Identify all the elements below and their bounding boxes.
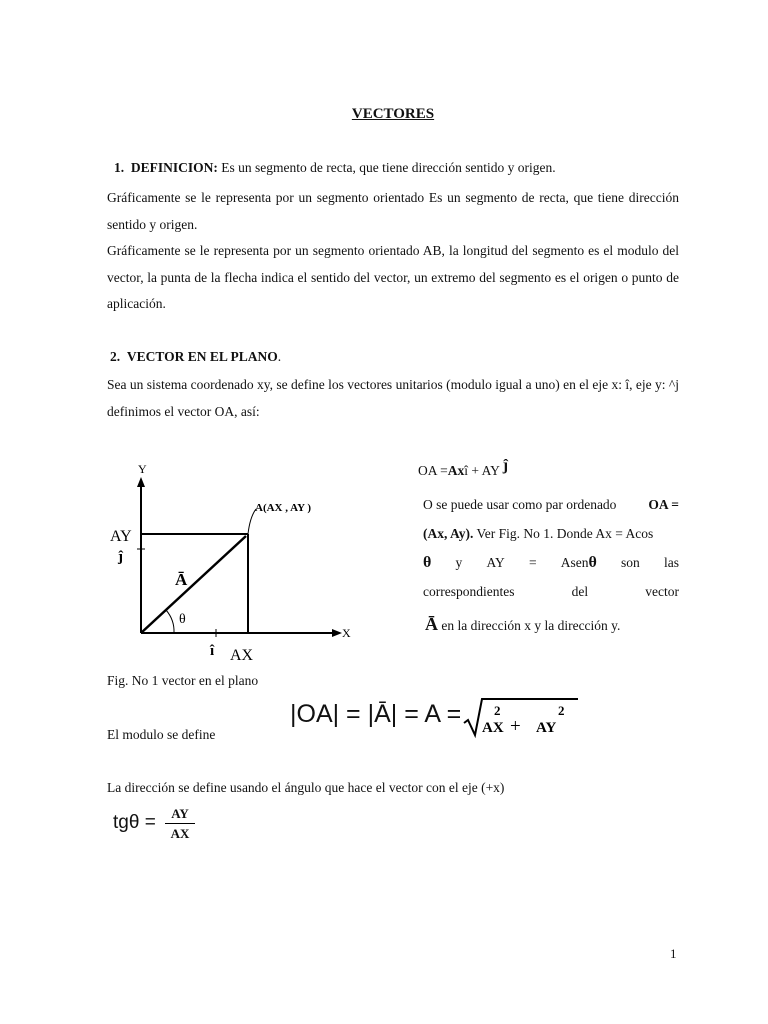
sqrt-exp-2: 2 — [558, 703, 565, 718]
pair-text-line-1 — [423, 490, 679, 519]
direccion-label: La dirección se define usando el ángulo que hace el vector con el eje (+x) — [107, 780, 505, 795]
pair-ordered: (Ax, Ay). — [423, 526, 474, 541]
pair-text-line-3 — [423, 548, 679, 577]
tg-formula-lhs: tgθ = — [113, 812, 156, 833]
tg-fraction — [165, 806, 195, 842]
ay-label: AY — [110, 528, 132, 545]
j-hat-label: ĵ — [118, 549, 123, 565]
pair-text-intro: O se puede usar como par ordenado — [423, 497, 617, 512]
sqrt-exp-1: 2 — [494, 703, 501, 718]
pair-text-rest: Ver Fig. No 1. Donde Ax = Acos — [473, 526, 654, 541]
section1-paragraph-1: Gráficamente se le representa por un segmento orientado Es un segmento de recta, que tiene dirección sentido y origen. — [107, 190, 679, 232]
eq-j: ĵ — [502, 457, 509, 474]
y-axis-arrow — [137, 477, 145, 487]
tg-denominator: AX — [170, 826, 190, 841]
direction-text: en la dirección x y la dirección y. — [438, 618, 621, 633]
theta-symbol-1: θ — [423, 554, 432, 571]
sqrt-ay: AY — [536, 720, 557, 736]
word-asen: Asen — [560, 555, 589, 570]
word-eq: = — [528, 555, 537, 570]
section2-heading: VECTOR EN EL PLANO — [126, 349, 278, 364]
word-ay: AY — [486, 555, 505, 570]
sqrt-formula — [462, 693, 582, 739]
word-las: las — [664, 555, 679, 570]
section2-number: 2. — [110, 349, 121, 364]
modulo-formula-left: |OA| = |Ā| = A = — [290, 700, 462, 728]
i-hat-label: î — [210, 643, 215, 659]
pair-oa-eq: OA = — [648, 497, 679, 512]
modulo-label: El modulo se define — [107, 727, 216, 742]
theta-symbol-2: θ — [588, 554, 597, 571]
word-correspondientes: correspondientes — [423, 584, 515, 599]
word-vector: vector — [645, 584, 679, 599]
section1-number: 1. — [114, 160, 125, 175]
section2-heading-punct: . — [277, 349, 282, 364]
section2-heading-line — [110, 349, 281, 365]
eq-ax: Ax — [447, 463, 465, 478]
direction-line — [425, 614, 620, 635]
vector-figure — [100, 455, 360, 670]
pair-text — [423, 490, 679, 606]
theta-arc — [166, 610, 174, 633]
vector-a-label: Ā — [175, 570, 188, 589]
tg-numerator: AY — [165, 806, 195, 824]
ax-label: AX — [230, 647, 254, 664]
eq-ay: AY — [481, 463, 500, 478]
eq-lhs: OA = — [418, 463, 448, 478]
point-label: A(AX , AY ) — [255, 502, 312, 514]
modulo-formula — [290, 700, 461, 729]
word-asen-group — [561, 548, 597, 577]
sqrt-plus: + — [510, 716, 521, 737]
eq-i: î + — [464, 463, 482, 478]
pair-text-line-2 — [423, 519, 679, 548]
section1-heading-line — [114, 160, 556, 176]
section2-paragraph-1: Sea un sistema coordenado xy, se define los vectores unitarios (modulo igual a uno) en el eje x: î, eje y: ^j definimos el vector OA, así: — [107, 377, 679, 419]
section1-intro: Es un segmento de recta, que tiene dirección sentido y origen. — [221, 160, 556, 175]
word-son: son — [621, 555, 640, 570]
page-number: 1 — [670, 946, 677, 961]
theta-label: θ — [179, 612, 186, 627]
section1-heading: DEFINICION: — [130, 160, 218, 175]
sqrt-ax: AX — [482, 720, 504, 736]
word-del: del — [571, 584, 589, 599]
page-title: VECTORES — [351, 106, 435, 122]
figure-caption: Fig. No 1 vector en el plano — [107, 673, 259, 688]
vec-a-symbol: Ā — [425, 614, 438, 634]
x-axis-label: X — [342, 626, 351, 640]
y-axis-label: Y — [138, 462, 147, 476]
pair-text-line-4 — [423, 577, 679, 606]
vector-a-line — [141, 536, 246, 633]
word-y: y — [455, 555, 463, 570]
oa-equation — [418, 457, 509, 480]
section1-paragraph-2: Gráficamente se le representa por un segmento orientado AB, la longitud del segmento es el modulo del vector, la punta de la flecha indica el sentido del vector, un extremo del segmento es el origen o punto de aplicación. — [107, 243, 679, 312]
x-axis-arrow — [332, 629, 342, 637]
